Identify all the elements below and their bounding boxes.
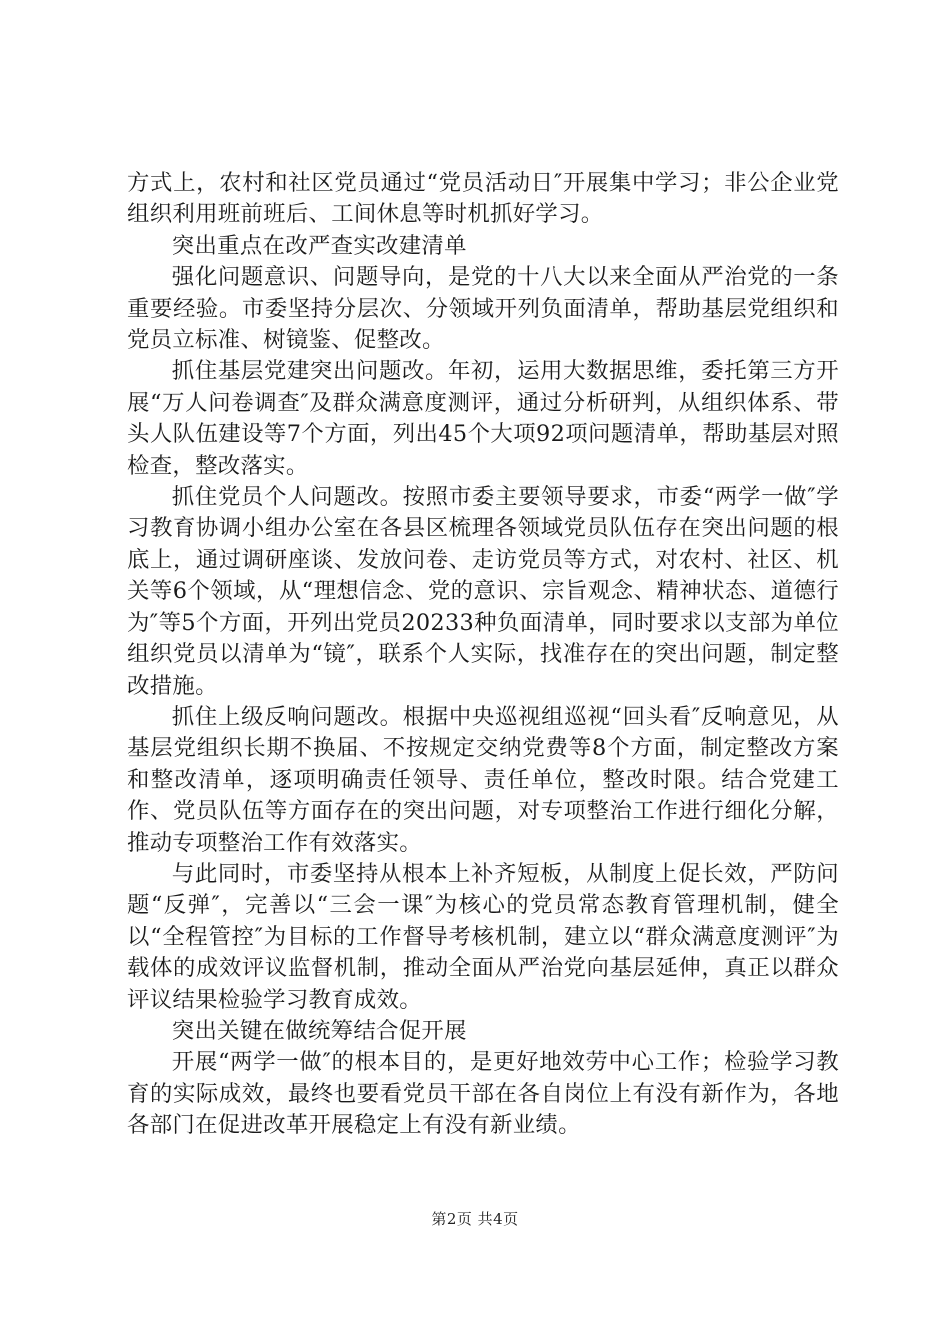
- document-body: [127, 168, 839, 1142]
- paragraph: 抓住党员个人问题改。按照市委主要领导要求，市委“两学一做″学习教育协调小组办公室在各县区梳理各领域党员队伍存在突出问题的根底上，通过调研座谈、发放问卷、走访党员等方式，对农村、社区、机关等6个领域，从“理想信念、党的意识、宗旨观念、精神状态、道德行为″等5个方面，开列出党员20233种负面清单，同时要求以支部为单位组织党员以清单为“镜″，联系个人实际，找准存在的突出问题，制定整改措施。: [127, 484, 839, 699]
- paragraph: 抓住基层党建突出问题改。年初，运用大数据思维，委托第三方开展“万人问卷调查″及群众满意度测评，通过分析研判，从组织体系、带头人队伍建设等7个方面，列出45个大项92项问题清单，帮助基层对照检查，整改落实。: [127, 358, 839, 479]
- paragraph: 开展“两学一做″的根本目的，是更好地效劳中心工作；检验学习教育的实际成效，最终也要看党员干部在各自岗位上有没有新作为，各地各部门在促进改革开展稳定上有没有新业绩。: [127, 1049, 839, 1139]
- paragraph: 抓住上级反响问题改。根据中央巡视组巡视“回头看″反响意见，从基层党组织长期不换届、不按规定交纳党费等8个方面，制定整改方案和整改清单，逐项明确责任领导、责任单位，整改时限。结合党建工作、党员队伍等方面存在的突出问题，对专项整治工作进行细化分解，推动专项整治工作有效落实。: [127, 703, 839, 856]
- paragraph-continuation: 方式上，农村和社区党员通过“党员活动日″开展集中学习；非公企业党组织利用班前班后、工间休息等时机抓好学习。: [127, 170, 839, 228]
- page-footer: 第2页 共4页: [431, 1210, 519, 1228]
- paragraph: 与此同时，市委坚持从根本上补齐短板，从制度上促长效，严防问题“反弹″，完善以“三会一课″为核心的党员常态教育管理机制，健全以“全程管控″为目标的工作督导考核机制，建立以“群众满意度测评″为载体的成效评议监督机制，推动全面从严治党向基层延伸，真正以群众评议结果检验学习教育成效。: [127, 860, 839, 1013]
- section-heading: 突出关键在做统筹结合促开展: [171, 1017, 467, 1044]
- section-heading: 突出重点在改严查实改建清单: [171, 232, 467, 259]
- paragraph: 强化问题意识、问题导向，是党的十八大以来全面从严治党的一条重要经验。市委坚持分层次、分领域开列负面清单，帮助基层党组织和党员立标准、树镜鉴、促整改。: [127, 264, 839, 354]
